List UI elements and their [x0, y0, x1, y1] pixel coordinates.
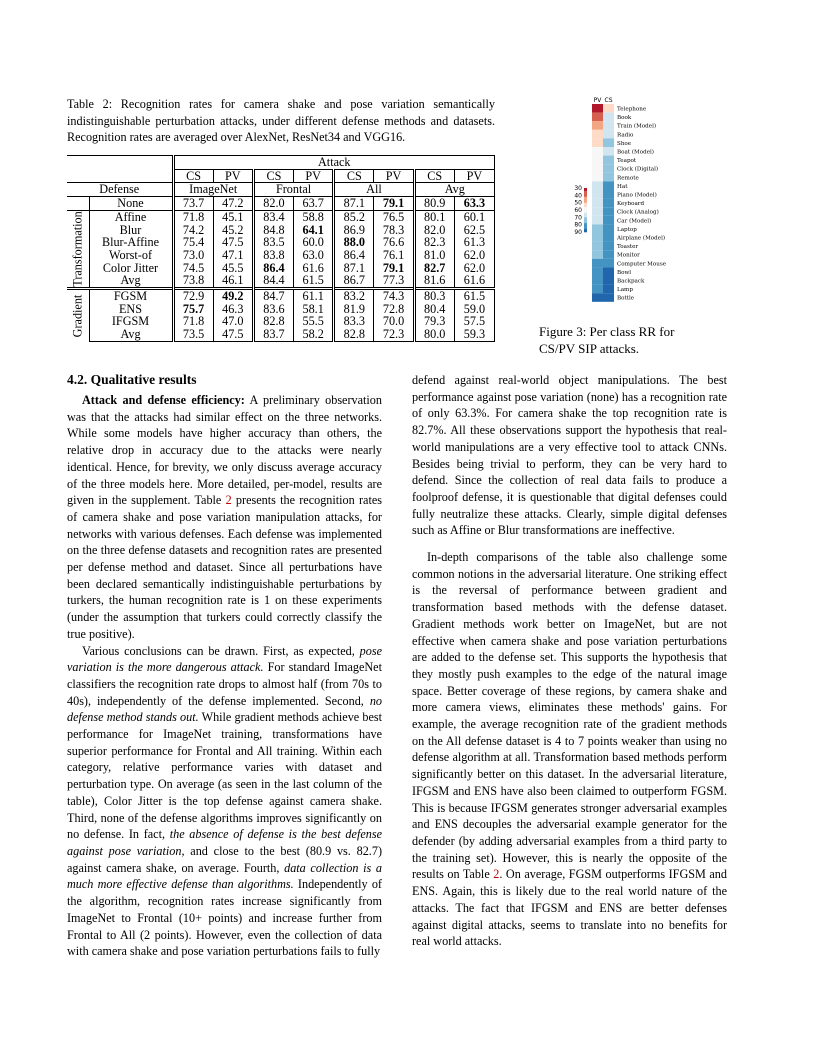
heatmap-cell — [603, 164, 614, 173]
colorbar-tick-label: 80 — [574, 221, 582, 229]
paragraph — [412, 549, 727, 950]
table-cell: 49.2 — [213, 289, 253, 303]
defense-name: Affine — [89, 210, 173, 223]
colorbar-tick-label: 90 — [574, 229, 582, 236]
metric-header: PV — [374, 169, 414, 183]
colorbar-tick-label: 30 — [574, 185, 582, 192]
table-cell: 72.3 — [374, 328, 414, 341]
table-row — [67, 210, 495, 223]
text-span: Various conclusions can be drawn. First, as expected, — [82, 643, 360, 658]
table-cell: 46.1 — [213, 274, 253, 288]
paragraph — [67, 392, 382, 643]
table-cell: 77.3 — [374, 274, 414, 288]
recognition-rate-table — [67, 155, 495, 342]
table-cell: 80.9 — [414, 197, 454, 211]
table-cell: 87.1 — [334, 197, 374, 211]
heatmap-cell — [603, 259, 614, 268]
table-cell: 83.5 — [253, 236, 293, 249]
section-title: 4.2. Qualitative results — [67, 372, 197, 387]
heatmap-cell — [592, 173, 603, 182]
table-row — [67, 328, 495, 341]
table-cell: 75.7 — [173, 303, 213, 316]
heatmap-cell — [592, 216, 603, 225]
table-cell: 45.2 — [213, 224, 253, 237]
heatmap-cell — [603, 104, 614, 113]
table-cell: 72.8 — [374, 303, 414, 316]
table-cell: 83.2 — [334, 289, 374, 303]
heatmap-class-label: Bowl — [617, 269, 632, 276]
table-cell: 86.4 — [253, 262, 293, 275]
defense-name: Blur — [89, 224, 173, 237]
heatmap-cell — [592, 242, 603, 251]
left-column — [67, 372, 382, 960]
figure-caption: Figure 3: Per class RR for CS/PV SIP attacks. — [539, 324, 675, 356]
heatmap-cell — [603, 156, 614, 165]
table-cell: 85.2 — [334, 210, 374, 223]
defense-name: Worst-of — [89, 249, 173, 262]
heatmap-cell — [603, 233, 614, 242]
heatmap-cell — [592, 224, 603, 233]
heatmap-cell — [603, 285, 614, 294]
paragraph — [67, 643, 382, 960]
table-cell: 82.0 — [414, 224, 454, 237]
table-cell: 76.5 — [374, 210, 414, 223]
text-span: For standard ImageNet classifiers the recognition rate drops to almost half (from 70s to 40s), independently of the defense implemented. Second, — [67, 660, 382, 708]
heatmap-cell — [592, 138, 603, 147]
results-table — [67, 155, 495, 342]
table-row — [67, 197, 495, 211]
heatmap-class-label: Clock (Digital) — [617, 166, 659, 173]
heatmap-class-label: Lamp — [617, 287, 633, 294]
paragraph: defend against real-world object manipulations. The best performance against pose variation (none) has a recognition rate of only 63.3%. For camera shake the top recognition rate is 82.7%. All these observations support the hypothesis that real-world manipulations are a very effective tool to attack CNNs. Besides being trivial to perform, they can be very hard to defend. Since the collection of real data fails to produce a foolproof defense, it is questionable that digital defenses could fully neutralize these attacks. Clearly, simple digital defenses such as Affine or Blur transformations are ineffective. — [412, 373, 727, 538]
table-cell: 61.5 — [294, 274, 334, 288]
heatmap-class-label: Laptop — [617, 226, 637, 233]
table-cell: 73.5 — [173, 328, 213, 341]
heatmap-cell — [592, 130, 603, 139]
table-cell: 82.8 — [253, 315, 293, 328]
heatmap-cell — [592, 199, 603, 208]
text-span: Independently of the algorithm, recognition rates increase significantly from ImageNet to Frontal (10+ points) and increase further from Frontal to All (2 points). However, even the collection of data with camera shake and pose variation perturbations fails to fully — [67, 877, 382, 959]
heatmap-cell — [603, 199, 614, 208]
heatmap-class-label: Radio — [617, 132, 634, 139]
table-cell: 47.2 — [213, 197, 253, 211]
text-span: While gradient methods achieve best performance for ImageNet training, transformations have superior performance for Frontal and All training. Within each category, relative performance varies with dataset and perturbation type. On average (as seen in the last column of the table), Color Jitter is the top defense against camera shake. Third, none of the defense algorithms improves significantly on no defense. In fact, — [67, 710, 382, 842]
heatmap-cell — [592, 147, 603, 156]
table-cell: 59.3 — [454, 328, 494, 341]
table-cell: 72.9 — [173, 289, 213, 303]
table-cell: 57.5 — [454, 315, 494, 328]
heatmap-class-label: Monitor — [617, 252, 640, 259]
text-span: . On average, FGSM outperforms IFGSM and ENS. Again, this is likely due to the real world nature of the attacks. The fact that IFGSM and ENS are better defenses against digital attacks, seems to translate into no benefits for real world attacks. — [412, 867, 727, 949]
table-cell: 59.0 — [454, 303, 494, 316]
table-cell: 62.5 — [454, 224, 494, 237]
table-ref-link[interactable]: 2 — [225, 493, 232, 508]
defense-name: Avg — [89, 274, 173, 288]
metric-header: CS — [253, 169, 293, 183]
heatmap-svg — [560, 94, 700, 309]
table-cell: 80.4 — [414, 303, 454, 316]
emphasis: no defense method stands out. — [67, 693, 382, 725]
table-cell: 87.1 — [334, 262, 374, 275]
table-cell: 84.8 — [253, 224, 293, 237]
table-caption: Table 2: Recognition rates for camera shake and pose variation semantically indistinguishable perturbation attacks, under different defense methods and datasets. Recognition rates are averaged over AlexNet, ResNet34 and VGG16. — [67, 97, 495, 145]
table-row — [67, 249, 495, 262]
attack-header: Attack — [173, 156, 495, 170]
heatmap-cell — [592, 104, 603, 113]
defense-name: Avg — [89, 328, 173, 341]
heatmap-column-label: PV — [593, 97, 602, 104]
table-cell: 82.7 — [414, 262, 454, 275]
heatmap-class-label: Airplane (Model) — [617, 235, 666, 242]
heatmap-class-label: Backpack — [617, 278, 645, 285]
heatmap-cell — [603, 147, 614, 156]
heatmap-cell — [603, 293, 614, 302]
text-span: A preliminary observation was that the attacks had similar effect on the three networks. While some models have higher accuracy than others, the relative drop in accuracy due to the attacks were nearly identical. Hence, for brevity, we only discuss average accuracy of the three models here. More detailed, per-model, results are given in the supplement. Table — [67, 393, 382, 508]
dataset-header: Avg — [414, 183, 494, 197]
metric-header: PV — [294, 169, 334, 183]
run-in-heading: Attack and defense efficiency: — [82, 393, 245, 407]
heatmap-cell — [603, 267, 614, 276]
table-ref-link[interactable]: 2 — [493, 867, 500, 882]
table-cell: 76.1 — [374, 249, 414, 262]
heatmap-cell — [592, 181, 603, 190]
table-cell: 83.6 — [253, 303, 293, 316]
table-cell: 58.8 — [294, 210, 334, 223]
table-cell: 62.0 — [454, 249, 494, 262]
table-cell: 75.4 — [173, 236, 213, 249]
table-cell: 84.4 — [253, 274, 293, 288]
heatmap-class-label: Car (Model) — [617, 218, 652, 225]
heatmap-class-label: Train (Model) — [617, 123, 657, 130]
heatmap-class-label: Computer Mouse — [617, 261, 667, 268]
table-cell: 71.8 — [173, 315, 213, 328]
defense-name: IFGSM — [89, 315, 173, 328]
table-cell: 80.3 — [414, 289, 454, 303]
table-cell: 64.1 — [294, 224, 334, 237]
table-cell: 61.1 — [294, 289, 334, 303]
heatmap-cell — [603, 181, 614, 190]
table-cell: 79.1 — [374, 197, 414, 211]
text-span: presents the recognition rates of camera shake and pose variation manipulation attacks, for networks with various defenses. Each defense was implemented on the three defense datasets and recognition rates are presented per defense method and dataset. Since all perturbations have been declared semantically indistinguishable perturbations by turkers, the human recognition rate is 1 on these experiments (under the assumption that turkers could correctly classify the true positive). — [67, 493, 382, 641]
table-cell: 80.1 — [414, 210, 454, 223]
heatmap-class-label: Telephone — [617, 106, 647, 113]
table-cell: 86.4 — [334, 249, 374, 262]
heatmap-cell — [592, 121, 603, 130]
table-cell: 82.3 — [414, 236, 454, 249]
metric-header: CS — [334, 169, 374, 183]
table-cell: 73.0 — [173, 249, 213, 262]
heatmap-column-label: CS — [604, 97, 613, 104]
defense-name: ENS — [89, 303, 173, 316]
metric-header: PV — [213, 169, 253, 183]
heatmap-cell — [592, 259, 603, 268]
table-cell: 61.3 — [454, 236, 494, 249]
table-cell: 58.1 — [294, 303, 334, 316]
table-cell: 61.5 — [454, 289, 494, 303]
heatmap-cell — [603, 130, 614, 139]
defense-name: FGSM — [89, 289, 173, 303]
group-label-gradient — [67, 289, 89, 342]
heatmap-cell — [592, 285, 603, 294]
metric-header: PV — [454, 169, 494, 183]
heatmap-cell — [592, 233, 603, 242]
heatmap-cell — [592, 276, 603, 285]
table-cell: 71.8 — [173, 210, 213, 223]
heatmap-cell — [592, 156, 603, 165]
table-cell: 81.9 — [334, 303, 374, 316]
table-cell: 83.3 — [334, 315, 374, 328]
heatmap-cell — [603, 121, 614, 130]
table-cell: 47.0 — [213, 315, 253, 328]
heatmap-class-label: Teapot — [617, 158, 637, 165]
colorbar-tick-label: 50 — [574, 199, 582, 207]
table-cell: 47.1 — [213, 249, 253, 262]
table-cell: 81.6 — [414, 274, 454, 288]
table-cell: 81.0 — [414, 249, 454, 262]
group-label-text: Transformation — [70, 211, 85, 287]
table-cell: 45.5 — [213, 262, 253, 275]
table-cell: 83.8 — [253, 249, 293, 262]
heatmap-class-label: Shoe — [617, 140, 632, 147]
table-cell: 74.5 — [173, 262, 213, 275]
per-class-heatmap-figure — [560, 94, 700, 309]
heatmap-cell — [592, 164, 603, 173]
heatmap-class-label: Piano (Model) — [617, 192, 657, 199]
heatmap-cell — [603, 207, 614, 216]
table-cell: 88.0 — [334, 236, 374, 249]
dataset-header: ImageNet — [173, 183, 253, 197]
heatmap-cell — [603, 242, 614, 251]
table-cell: 74.3 — [374, 289, 414, 303]
table-cell: 83.4 — [253, 210, 293, 223]
heatmap-cell — [603, 113, 614, 122]
colorbar-tick-label: 70 — [574, 214, 582, 222]
defense-name: None — [89, 197, 173, 211]
table-cell: 78.3 — [374, 224, 414, 237]
heatmap-cell — [603, 250, 614, 259]
table-cell: 61.6 — [454, 274, 494, 288]
defense-name: Blur-Affine — [89, 236, 173, 249]
heatmap-cell — [592, 113, 603, 122]
table-cell: 63.3 — [454, 197, 494, 211]
metric-header: CS — [414, 169, 454, 183]
table-cell: 80.0 — [414, 328, 454, 341]
dataset-header: Frontal — [253, 183, 333, 197]
table-cell: 74.2 — [173, 224, 213, 237]
right-column — [412, 372, 727, 950]
defense-name: Color Jitter — [89, 262, 173, 275]
heatmap-class-label: Bottle — [617, 295, 635, 302]
table-cell: 60.0 — [294, 236, 334, 249]
table-cell: 63.0 — [294, 249, 334, 262]
group-label-text: Gradient — [70, 294, 85, 338]
heatmap-class-label: Clock (Analog) — [617, 209, 659, 216]
heatmap-cell — [603, 173, 614, 182]
emphasis: pose variation is the more dangerous attack. — [67, 643, 382, 675]
table-row — [67, 274, 495, 288]
heatmap-class-label: Boat (Model) — [617, 149, 654, 156]
heatmap-class-label: Remote — [617, 175, 639, 182]
heatmap-cell — [603, 224, 614, 233]
defense-header: Defense — [67, 183, 173, 197]
metric-header: CS — [173, 169, 213, 183]
table-cell: 47.5 — [213, 236, 253, 249]
table-cell: 60.1 — [454, 210, 494, 223]
table-cell: 83.7 — [253, 328, 293, 341]
heatmap-cell — [603, 138, 614, 147]
table-cell: 62.0 — [454, 262, 494, 275]
table-cell: 47.5 — [213, 328, 253, 341]
heatmap-cell — [603, 276, 614, 285]
heatmap-class-label: Keyboard — [617, 201, 645, 208]
heatmap-cell — [592, 267, 603, 276]
colorbar-segment — [584, 231, 587, 233]
dataset-header: All — [334, 183, 414, 197]
table-cell: 84.7 — [253, 289, 293, 303]
emphasis: data collection is a much more effective defense than algorithms. — [67, 860, 382, 892]
table-cell: 46.3 — [213, 303, 253, 316]
table-cell: 86.7 — [334, 274, 374, 288]
table-cell: 58.2 — [294, 328, 334, 341]
heatmap-cell — [603, 216, 614, 225]
table-cell: 79.3 — [414, 315, 454, 328]
heatmap-class-label: Toaster — [617, 244, 639, 251]
table-cell: 79.1 — [374, 262, 414, 275]
emphasis: the absence of defense is the best defense against pose variation, — [67, 827, 382, 858]
heatmap-cell — [592, 293, 603, 302]
heatmap-cell — [592, 207, 603, 216]
table-cell: 82.8 — [334, 328, 374, 341]
colorbar-tick-label: 40 — [574, 192, 582, 200]
table-cell: 61.6 — [294, 262, 334, 275]
table-cell: 82.0 — [253, 197, 293, 211]
heatmap-cell — [592, 250, 603, 259]
heatmap-cell — [603, 190, 614, 199]
heatmap-class-label: Book — [617, 115, 632, 122]
colorbar-tick-label: 60 — [574, 207, 582, 214]
table-cell: 76.6 — [374, 236, 414, 249]
text-span: and close to the best (80.9 vs. 82.7) against camera shake, on average. Fourth, — [67, 843, 382, 875]
group-label-transformation — [67, 210, 89, 288]
table-cell: 55.5 — [294, 315, 334, 328]
table-cell: 86.9 — [334, 224, 374, 237]
table-cell: 73.8 — [173, 274, 213, 288]
table-row — [67, 289, 495, 303]
table-cell: 63.7 — [294, 197, 334, 211]
table-cell: 45.1 — [213, 210, 253, 223]
heatmap-class-label: Hat — [617, 183, 628, 190]
heatmap-cell — [592, 190, 603, 199]
table-cell: 73.7 — [173, 197, 213, 211]
table-cell: 70.0 — [374, 315, 414, 328]
text-span: In-depth comparisons of the table also challenge some common notions in the adversarial literature. One striking effect is the reversal of performance between gradient and transformation based methods with the defense dataset. Gradient methods work better on ImageNet, but are not effective when camera shake and pose variation perturbations are added to the defense set. This supports the hypothesis that they mostly push examples to the edge of the natural image space. Better coverage of these regions, by camera shake and more camera views, eliminates these methods' gains. For example, the average recognition rate of the gradient methods on the All defense dataset is 4 to 7 points weaker than using no defense algorithm at all. Transformation based methods perform significantly better on this dataset. In the adversarial literature, IFGSM and ENS have also been claimed to outperform FGSM. This is because IFGSM generates stronger adversarial examples and ENS decouples the adversarial example generator for the defender (by adding adversarial examples from a third party to the training set). However, this is nearly the opposite of the results on Table — [412, 550, 727, 882]
